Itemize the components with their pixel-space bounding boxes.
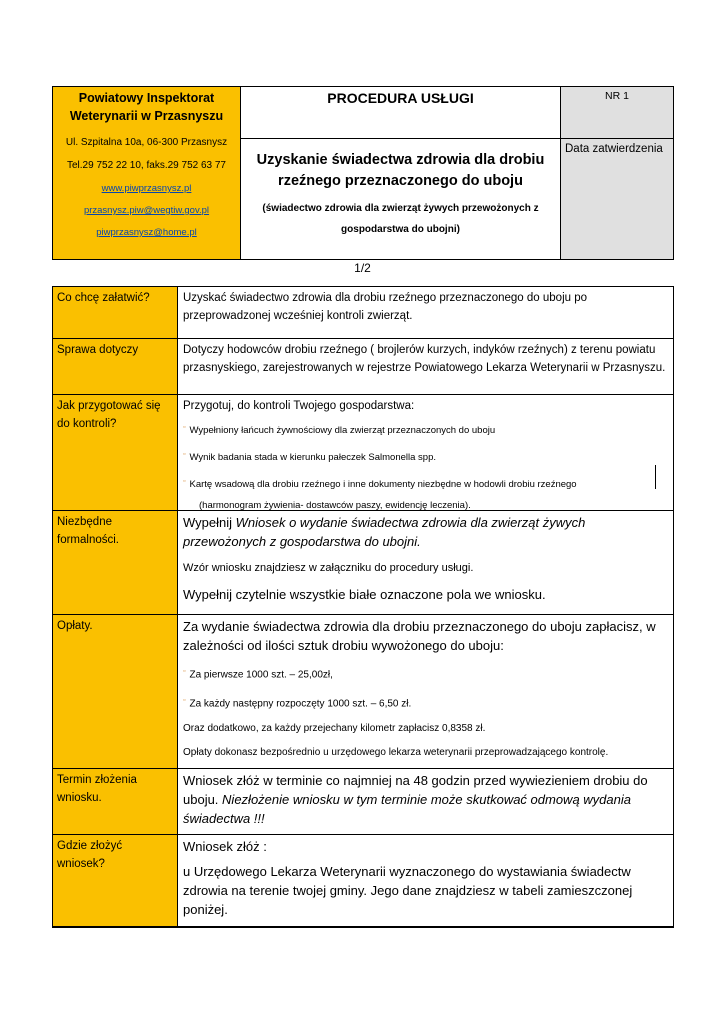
deadline-warning: Niezłożenie wniosku w tym terminie może skutkować odmową wydania świadectwa !!! [183,792,631,826]
template-note: Wzór wniosku znajdziesz w załączniku do procedury usługi. [183,562,474,574]
bullet-icon: ▫ [183,697,186,705]
bullet-icon: ▫ [183,478,186,486]
procedure-title: PROCEDURA USŁUGI [327,90,474,106]
row-content: Uzyskać świadectwo zdrowia dla drobiu rzeźnego przeznaczonego do uboju po przeprowadzonej wcześniej kontroli zwierząt. [183,292,588,322]
address: Ul. Szpitalna 10a, 06-300 Przasnysz [65,137,228,148]
row-label: Sprawa dotyczy [53,339,178,394]
prepare-note: (harmonogram żywienia- dostawców paszy, ewidencję leczenia). [199,500,471,512]
text-cursor [655,465,656,489]
bullet-icon: ▫ [183,424,186,431]
where-intro: Wniosek złóż : [183,839,267,854]
row-label: Opłaty. [53,615,178,768]
prepare-intro: Przygotuj, do kontroli Twojego gospodarstwa: [183,400,415,412]
fees-intro: Za wydanie świadectwa zdrowia dla drobiu przeznaczonego do uboju zapłacisz, w zależności od ilości sztuk drobiu wywożonego do uboju: [183,619,656,653]
row-content [178,615,673,768]
row-gdzie [53,835,673,927]
procedure-title-cell [241,87,561,139]
row-label: Termin złożenia wniosku. [53,769,178,834]
institution-cell [53,87,241,259]
bullet-icon: ▫ [183,668,186,675]
row-content [178,395,673,510]
row-formalnosci [53,511,673,615]
bullet-icon: ▫ [183,451,186,459]
procedure-number: NR 1 [561,87,673,139]
row-przygotowac [53,395,673,511]
website-link[interactable]: www.piwprzasnysz.pl [101,183,192,194]
approval-date-cell: Data zatwierdzenia [561,139,673,259]
fee-extra: Oraz dodatkowo, za każdy przejechany kilometr zapłacisz 0,8358 zł. [183,722,486,734]
fee-payment: Opłaty dokonasz bezpośrednio u urzędowego lekarza weterynarii przeprowadzającego kontrolę. [183,746,609,758]
org-name: Powiatowy Inspektorat Weterynarii w Przasnyszu [69,91,224,123]
fill-instruction: Wypełnij Wniosek o wydanie świadectwa zdrowia dla zwierząt żywych przewożonych z gospodarstwa do ubojni. [183,515,586,549]
row-label: Gdzie złożyć wniosek? [53,835,178,926]
row-oplaty [53,615,673,769]
list-item: ▫ Kartę wsadową dla drobiu rzeźnego i inne dokumenty niezbędne w hodowli drobiu rzeźnego [183,478,577,491]
service-title: Uzyskanie świadectwa zdrowia dla drobiu rzeźnego przeznaczonego do uboju [256,152,545,189]
list-item: ▫ Wypełniony łańcuch żywnościowy dla zwierząt przeznaczonych do uboju [183,424,496,437]
row-label: Co chcę załatwić? [53,287,178,338]
service-title-cell [241,139,561,259]
email-link-1[interactable]: przasnysz.piw@wegtiw.gov.pl [83,205,210,216]
row-termin [53,769,673,835]
row-label: Niezbędne formalności. [53,511,178,614]
fill-note: Wypełnij czytelnie wszystkie białe oznaczone pola we wniosku. [183,587,546,602]
row-content [178,835,673,926]
fee-item: ▫ Za każdy następny rozpoczęty 1000 szt. – 6,50 zł. [183,697,412,710]
page-number: 1/2 [354,261,371,275]
application-form-name: Wniosek o wydanie świadectwa zdrowia dla zwierząt żywych przewożonych z gospodarstwa do ubojni. [183,515,586,549]
email-link-2[interactable]: piwprzasnysz@home.pl [96,227,197,238]
phone: Tel.29 752 22 10, faks.29 752 63 77 [66,160,226,171]
row-label: Jak przygotować się do kontroli? [53,395,178,510]
row-co-chce [53,287,673,339]
header-table [52,86,674,260]
row-content: Wniosek złóż w terminie co najmniej na 48 godzin przed wywiezieniem drobiu do uboju. Niezłożenie wniosku w tym terminie może skutkować odmową wydania świadectwa !!! [183,773,648,826]
row-content: Dotyczy hodowców drobiu rzeźnego ( brojlerów kurzych, indyków rzeźnych) z terenu powiatu przasnyskiego, zarejestrowanych w rejestrze Powiatowego Lekarza Weterynarii w Przasnyszu. [183,344,666,374]
fee-item: ▫ Za pierwsze 1000 szt. – 25,00zł, [183,668,333,681]
list-item: ▫ Wynik badania stada w kierunku pałeczek Salmonella spp. [183,451,437,464]
where-text: u Urzędowego Lekarza Weterynarii wyznaczonego do wystawiania świadectw zdrowia na terenie twojej gminy. Jego dane znajdziesz w tabeli zamieszczonej poniżej. [183,864,633,917]
row-content [178,511,673,614]
service-subtitle: (świadectwo zdrowia dla zwierząt żywych przewożonych z gospodarstwa do ubojni) [262,203,539,235]
row-sprawa [53,339,673,395]
procedure-table [52,286,674,928]
